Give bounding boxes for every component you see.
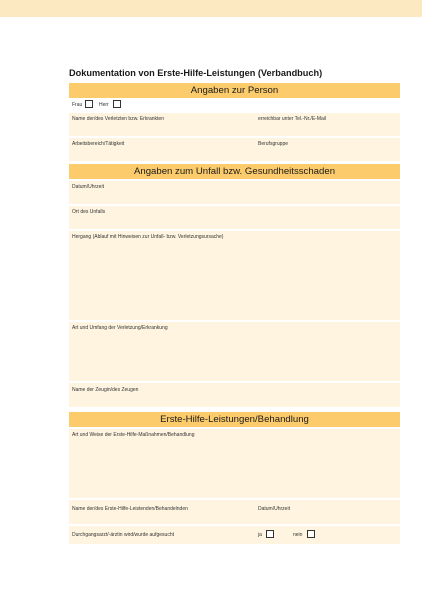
herr-checkbox[interactable]	[113, 100, 121, 108]
salutation-row	[69, 99, 400, 111]
datum-uhrzeit2-label: Datum/Uhrzeit	[258, 506, 290, 512]
zeugen-label: Name der Zeugin/des Zeugen	[72, 387, 139, 393]
art-umfang-label: Art und Umfang der Verletzung/Erkrankung	[72, 325, 168, 331]
zeugen-row[interactable]	[69, 383, 400, 407]
durchgangsarzt-label: Durchgangsarzt/-ärztin wird/wurde aufgesucht	[72, 532, 174, 538]
hergang-label: Hergang (Ablauf mit Hinweisen zur Unfall- bzw. Verletzungsursache)	[72, 234, 224, 240]
arbeitsbereich-label: Arbeitsbereich/Tätigkeit	[72, 141, 125, 147]
art-weise-row[interactable]	[69, 429, 400, 498]
ort-label: Ort des Unfalls	[72, 209, 106, 215]
top-band	[0, 0, 422, 17]
hergang-row[interactable]	[69, 231, 400, 320]
durchgangsarzt-row	[69, 526, 400, 544]
art-umfang-row[interactable]	[69, 322, 400, 381]
nein-label: nein	[293, 532, 303, 538]
name-ersthelfer-label: Name der/des Erste-Hilfe-Leistenden/Behandelnden	[72, 506, 188, 512]
ort-row[interactable]	[69, 206, 400, 229]
art-weise-label: Art und Weise der Erste-Hilfe-Maßnahmen/Behandlung	[72, 432, 195, 438]
ja-label: ja	[258, 532, 262, 538]
arbeitsbereich-row[interactable]	[69, 138, 400, 161]
telefon-label: erreichbar unter Tel.-Nr./E-Mail	[258, 116, 326, 122]
ja-checkbox[interactable]	[266, 530, 274, 538]
nein-checkbox[interactable]	[307, 530, 315, 538]
frau-label: Frau	[72, 102, 83, 108]
document-title: Dokumentation von Erste-Hilfe-Leistungen (Verbandbuch)	[69, 68, 323, 78]
section-header-person: Angaben zur Person	[69, 83, 400, 98]
datum-uhrzeit-label: Datum/Uhrzeit	[72, 184, 104, 190]
name-verletzter-label: Name der/des Verletzten bzw. Erkrankten	[72, 116, 164, 122]
datum-uhrzeit-row[interactable]	[69, 181, 400, 204]
herr-label: Herr	[99, 102, 109, 108]
section-header-unfall: Angaben zum Unfall bzw. Gesundheitsschaden	[69, 164, 400, 179]
section-header-hilfe: Erste-Hilfe-Leistungen/Behandlung	[69, 412, 400, 427]
name-ersthelfer-row[interactable]	[69, 500, 400, 524]
name-verletzter-row[interactable]	[69, 113, 400, 136]
berufsgruppe-label: Berufsgruppe	[258, 141, 289, 147]
frau-checkbox[interactable]	[85, 100, 93, 108]
